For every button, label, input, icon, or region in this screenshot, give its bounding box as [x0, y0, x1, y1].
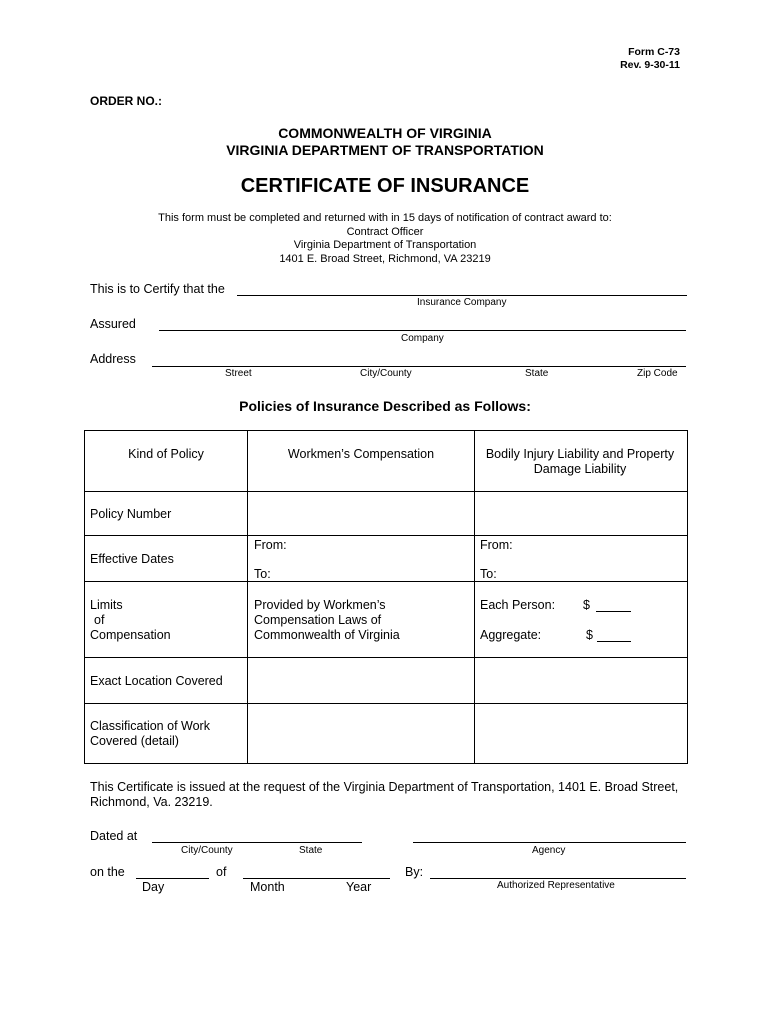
authorized-representative-field[interactable]: [430, 878, 686, 879]
state-caption: State: [525, 368, 549, 379]
month-year-field[interactable]: [243, 878, 390, 879]
workmens-from-label[interactable]: From:: [254, 538, 287, 552]
authorized-representative-caption: Authorized Representative: [497, 880, 615, 891]
each-person-amount-field[interactable]: [596, 611, 631, 612]
agency-caption: Agency: [532, 845, 566, 856]
bodily-policy-number-cell[interactable]: [475, 492, 686, 535]
form-number: Form C-73: [628, 46, 680, 58]
workmens-to-label[interactable]: To:: [254, 567, 271, 581]
bodily-location-cell[interactable]: [475, 658, 686, 703]
of-label: of: [216, 865, 227, 879]
policies-heading: Policies of Insurance Described as Follows:: [239, 398, 531, 414]
row-limits-line3: Compensation: [90, 628, 171, 642]
each-person-label: Each Person:: [480, 598, 556, 612]
state-caption-footer: State: [299, 845, 323, 856]
col-workmens-compensation: Workmen’s Compensation: [287, 447, 435, 461]
insurance-company-caption: Insurance Company: [417, 297, 507, 308]
row-effective-dates: Effective Dates: [90, 552, 174, 566]
by-label: By:: [405, 865, 424, 879]
dated-at-field[interactable]: [152, 842, 362, 843]
issued-statement-line1: This Certificate is issued at the request of the Virginia Department of Transportation, 1401 E. Broad Street,: [90, 780, 679, 794]
issued-statement-line2: Richmond, Va. 23219.: [90, 795, 213, 809]
instructions-line2: Contract Officer: [346, 226, 424, 238]
agency-line2: VIRGINIA DEPARTMENT OF TRANSPORTATION: [226, 142, 544, 158]
address-label: Address: [90, 352, 136, 366]
zip-code-caption: Zip Code: [637, 368, 678, 379]
city-county-caption-footer: City/County: [181, 845, 233, 856]
order-no-label: ORDER NO.:: [90, 94, 162, 108]
certify-label: This is to Certify that the: [90, 282, 225, 296]
table-row-rule: [84, 581, 687, 582]
form-revision: Rev. 9-30-11: [620, 59, 680, 71]
provided-by-line3: Commonwealth of Virginia: [254, 628, 400, 642]
row-classification-line2: Covered (detail): [90, 734, 179, 748]
assured-label: Assured: [90, 317, 136, 331]
workmens-classification-cell[interactable]: [248, 704, 474, 762]
aggregate-dollar: $: [586, 628, 593, 642]
workmens-policy-number-cell[interactable]: [248, 492, 474, 535]
col-bodily-injury: Bodily Injury Liability and Property Damage Liability: [485, 447, 675, 476]
year-caption: Year: [346, 880, 372, 894]
instructions-line3: Virginia Department of Transportation: [293, 239, 477, 251]
each-person-dollar: $: [583, 598, 590, 612]
day-field[interactable]: [136, 878, 209, 879]
table-row-rule: [84, 535, 687, 536]
day-caption: Day: [142, 880, 165, 894]
agency-line1: COMMONWEALTH OF VIRGINIA: [278, 125, 492, 141]
address-field[interactable]: [152, 366, 686, 367]
on-the-label: on the: [90, 865, 125, 879]
street-caption: Street: [225, 368, 252, 379]
row-classification-line1: Classification of Work: [90, 719, 210, 733]
aggregate-label: Aggregate:: [480, 628, 542, 642]
aggregate-amount-field[interactable]: [597, 641, 631, 642]
instructions-line1: This form must be completed and returned with in 15 days of notification of contract award to:: [158, 212, 612, 224]
company-caption: Company: [401, 333, 444, 344]
workmens-location-cell[interactable]: [248, 658, 474, 703]
provided-by-line2: Compensation Laws of: [254, 613, 382, 627]
row-limits-line1: Limits: [90, 598, 123, 612]
row-policy-number: Policy Number: [90, 507, 172, 521]
assured-company-field[interactable]: [159, 330, 686, 331]
dated-at-label: Dated at: [90, 829, 138, 843]
row-limits-line2: of: [94, 613, 105, 627]
bodily-to-label[interactable]: To:: [480, 567, 497, 581]
agency-field[interactable]: [413, 842, 686, 843]
bodily-classification-cell[interactable]: [475, 704, 686, 762]
insurance-company-field[interactable]: [237, 295, 687, 296]
col-kind-of-policy: Kind of Policy: [128, 447, 204, 461]
city-county-caption: City/County: [360, 368, 412, 379]
month-caption: Month: [250, 880, 285, 894]
bodily-from-label[interactable]: From:: [480, 538, 513, 552]
page-title: CERTIFICATE OF INSURANCE: [240, 175, 530, 197]
row-exact-location: Exact Location Covered: [90, 674, 223, 688]
instructions-line4: 1401 E. Broad Street, Richmond, VA 23219: [279, 253, 491, 265]
provided-by-line1: Provided by Workmen’s: [254, 598, 386, 612]
